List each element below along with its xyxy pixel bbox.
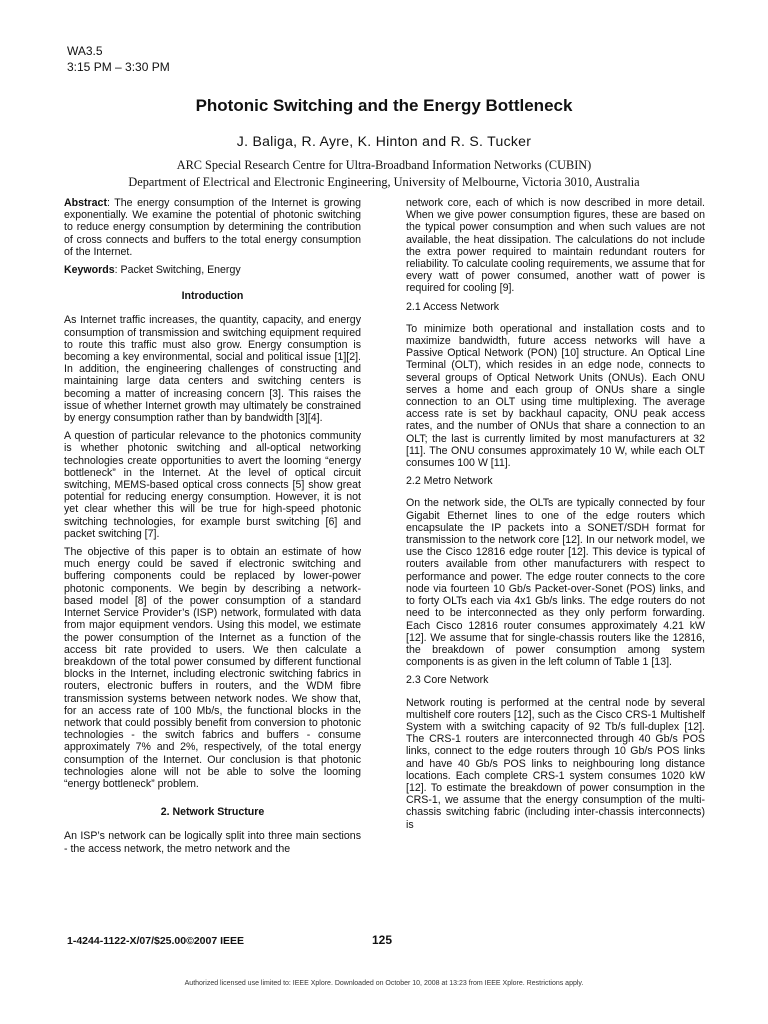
session-time: 3:15 PM – 3:30 PM [67, 60, 170, 74]
session-code: WA3.5 [67, 44, 103, 58]
access-network-heading: 2.1 Access Network [406, 300, 500, 313]
session-header [67, 43, 170, 75]
right-column [406, 197, 705, 837]
keywords-text: : Packet Switching, Energy [114, 264, 241, 277]
affiliation-line-1: ARC Special Research Centre for Ultra-Broadband Information Networks (CUBIN) [176, 158, 592, 172]
paper-authors: J. Baliga, R. Ayre, K. Hinton and R. S. Tucker [236, 133, 532, 149]
abstract [64, 197, 361, 258]
affiliation-block [0, 157, 768, 191]
abstract-text: : The energy consumption of the Internet is growing exponentially. We examine the potential of photonic switching to reduce energy consumption by determining the contribution of cross connects and buffers to the total energy consumption of the Internet. [64, 197, 361, 258]
intro-paragraph-2: A question of particular relevance to the photonics community is whether photonic switching and all-optical networking technologies create opportunities to avert the looming “energy bottleneck” in the Internet. At the level of optical circuit switching, MEMS-based optical cross connects [5] show great potential for reducing energy consumption. However, it is not yet clear whether this will be true for high-speed photonic switching technologies, for example burst switching [6] and packet switching [7]. [64, 430, 361, 540]
keywords-label: Keywords [64, 264, 115, 277]
metro-network-paragraph: On the network side, the OLTs are typically connected by four Gigabit Ethernet lines to one of the edge routers which encapsulate the IP packets into a SONET/SDH format for transmission to the network core [12]. In our network model, we use the Cisco 12816 edge router [12]. This device is typical of routers available from other manufacturers with respect to performance and power. The edge router connects to the core node via fourteen 10 Gb/s Packet-over-Sonet (POS) links, and to forty OLTs each via 4x1 Gb/s links. The edge routers do not need to be interconnected as they only perform forwarding. Each Cisco 12816 router consumes approximately 4.21 kW [12]. We assume that for single-chassis routers like the 12816, the breakdown of power consumption among system components is as given in the left column of Table 1 [13]. [406, 497, 705, 669]
intro-paragraph-3: The objective of this paper is to obtain an estimate of how much energy could be saved if electronic switching and buffering components could be replaced by lower-power photonic components. We begin by describing a network-based model [8] of the power consumption of a standard Internet Service Provider’s (ISP) network, formulated with data from major equipment vendors. Using this model, we estimate the power consumption of the Internet as a function of the access bit rate provided to users. We then calculate a breakdown of the total power consumed by different functional blocks in the Internet, including electronic switching fabrics in routers, electronic buffers in routers, and the WDM fibre transmission systems between network nodes. We show that, for an access rate of 100 Mb/s, the functional blocks in the network that could possibly benefit from conversion to photonic technologies - the switch fabrics and buffers - consume approximately 7% and 2%, respectively, of the total energy consumption of the Internet. Our conclusion is that photonic technologies alone will not be able to solve the looming “energy bottleneck” problem. [64, 546, 361, 790]
left-column [64, 197, 361, 861]
section2-paragraph-1: An ISP’s network can be logically split into three main sections - the access network, the metro network and the [64, 830, 361, 855]
affiliation-line-2: Department of Electrical and Electronic Engineering, University of Melbourne, Victoria 3010, Australia [128, 175, 640, 189]
paper-title: Photonic Switching and the Energy Bottleneck [195, 96, 573, 115]
keywords [64, 264, 361, 276]
access-network-paragraph: To minimize both operational and installation costs and to maximize bandwidth, future access networks will have a Passive Optical Network (PON) [10] structure. An Optical Line Terminal (OLT), which resides in an edge node, connects to several groups of Optical Network Units (ONUs). Each ONU serves a home and each group of ONUs share a single connection to an OLT using time multiplexing. The average access rate is set by backhaul capacity, ONU peak access rates, and the number of ONUs that share a connection to an OLT; the last is currently limited by most manufacturers at 32 [11]. The ONU consumes approximately 10 W, while each OLT consumes 100 W [11]. [406, 322, 705, 470]
core-network-paragraph: Network routing is performed at the central node by several multishelf core routers [12], such as the Cisco CRS-1 Multishelf System with a switching capacity of 92 Tb/s full-duplex [12]. The CRS-1 routers are interconnected through 40 Gb/s POS links, connect to the edge routers through 10 Gb/s POS links and have 40 Gb/s POS links to neighbouring long distance locations. Each complete CRS-1 system consumes 1020 kW [12]. To estimate the breakdown of power consumption in the CRS-1, we assume that the energy consumption of the multi-chassis switching fabric (including inter-chassis interconnects) is [406, 696, 705, 831]
intro-heading: Introduction [181, 290, 244, 303]
metro-network-heading: 2.2 Metro Network [406, 475, 493, 488]
license-notice: Authorized licensed use limited to: IEEE Xplore. Downloaded on October 10, 2008 at 13:23 from IEEE Xplore. Restrictions apply. [184, 980, 584, 987]
isbn-copyright: 1-4244-1122-X/07/$25.00©2007 IEEE [67, 935, 245, 947]
page-number: 125 [372, 933, 393, 947]
core-network-heading: 2.3 Core Network [406, 674, 489, 687]
section2-heading: 2. Network Structure [160, 806, 265, 819]
intro-paragraph-1: As Internet traffic increases, the quantity, capacity, and energy consumption of transmission and switching equipment required to route this traffic must also grow. Energy consumption is becoming a key environmental, social and political issue [1][2]. In addition, the engineering challenges of constructing and maintaining large data centers and switching centers is becoming a matter of increasing concern [3]. This raises the issue of whether Internet growth may ultimately be constrained by energy consumption rather than by bandwidth [3][4]. [64, 314, 361, 425]
continued-paragraph: network core, each of which is now described in more detail. When we give power consumption figures, these are based on the typical power consumption and when such values are not available, the heat dissipation. The calculations do not include the extra power required to maintain redundant routers for reliability. To calculate cooling requirements, we assume that for every watt of power consumed, another watt of power is required for cooling [9]. [406, 197, 705, 295]
abstract-label: Abstract [64, 197, 107, 209]
